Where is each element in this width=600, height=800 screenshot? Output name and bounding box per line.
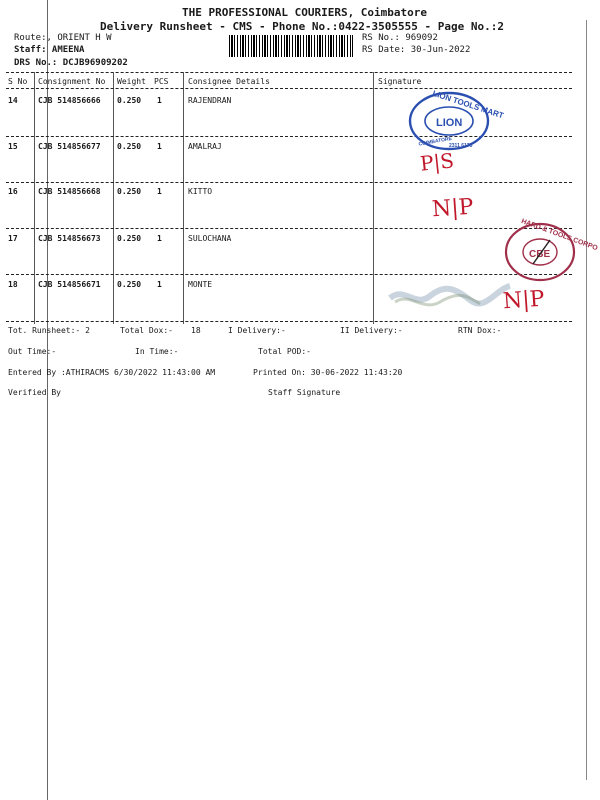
row-sno: 15 bbox=[8, 142, 18, 151]
column-divider bbox=[183, 72, 184, 324]
scan-line bbox=[47, 0, 48, 800]
row-consignment: CJB 514856677 bbox=[38, 142, 101, 151]
row-sno: 14 bbox=[8, 96, 18, 105]
row-weight: 0.250 bbox=[117, 234, 142, 243]
in-time: In Time:- bbox=[135, 347, 179, 356]
total-dox-value: 18 bbox=[191, 326, 201, 335]
rs-date: RS Date: 30-Jun-2022 bbox=[362, 45, 471, 55]
hardware-stamp-inner-text: CBE bbox=[529, 249, 551, 260]
column-divider bbox=[373, 72, 374, 324]
row-sno: 17 bbox=[8, 234, 18, 243]
row-consignee: KITTO bbox=[188, 187, 213, 196]
row-sno: 18 bbox=[8, 280, 18, 289]
lion-stamp-city: COIMBATORE bbox=[418, 135, 453, 148]
scan-line bbox=[586, 20, 587, 780]
rs-number: RS No.: 969092 bbox=[362, 33, 438, 43]
lion-stamp-phone: 2311 6175 bbox=[449, 143, 473, 149]
hardware-tools-stamp bbox=[500, 217, 599, 282]
row-sno: 16 bbox=[8, 187, 18, 196]
company-title: THE PROFESSIONAL COURIERS, Coimbatore bbox=[182, 6, 428, 19]
column-divider bbox=[34, 72, 35, 324]
row-consignment: CJB 514856668 bbox=[38, 187, 101, 196]
row-consignee: RAJENDRAN bbox=[188, 96, 232, 105]
col-header-signature: Signature bbox=[378, 77, 422, 86]
row-consignee: SULOCHANA bbox=[188, 234, 232, 243]
ii-delivery: II Delivery:- bbox=[340, 326, 403, 335]
verified-by: Verified By bbox=[8, 388, 61, 397]
i-delivery: I Delivery:- bbox=[228, 326, 286, 335]
route-label: Route:, ORIENT H W bbox=[14, 33, 112, 43]
signature-mark: P|S bbox=[418, 148, 456, 176]
barcode bbox=[229, 35, 353, 57]
printed-on: Printed On: 30-06-2022 11:43:20 bbox=[253, 368, 403, 377]
row-pcs: 1 bbox=[157, 187, 162, 196]
row-pcs: 1 bbox=[157, 142, 162, 151]
total-pod: Total POD:- bbox=[258, 347, 311, 356]
rtn-dox: RTN Dox:- bbox=[458, 326, 502, 335]
staff-signature: Staff Signature bbox=[268, 388, 341, 397]
signature-mark: N|P bbox=[431, 194, 475, 223]
hardware-stamp-outer-text: HARD & TOOLS CORPO bbox=[520, 217, 599, 253]
column-divider bbox=[113, 72, 114, 324]
row-divider bbox=[6, 274, 572, 275]
lion-stamp-inner-text: LION bbox=[436, 117, 463, 129]
total-dox: Total Dox:- bbox=[120, 326, 173, 335]
table-bottom-border bbox=[6, 321, 572, 322]
col-header-weight: Weight bbox=[117, 77, 146, 86]
row-divider bbox=[6, 228, 572, 229]
drs-number: DRS No.: DCJB96909202 bbox=[14, 58, 128, 68]
row-consignee: AMALRAJ bbox=[188, 142, 222, 151]
row-pcs: 1 bbox=[157, 280, 162, 289]
lion-tools-stamp bbox=[405, 88, 505, 154]
staff-label: Staff: AMEENA bbox=[14, 45, 85, 55]
row-weight: 0.250 bbox=[117, 96, 142, 105]
row-consignment: CJB 514856673 bbox=[38, 234, 101, 243]
out-time: Out Time:- bbox=[8, 347, 57, 356]
row-consignee: MONTE bbox=[188, 280, 213, 289]
col-header-pcs: PCS bbox=[154, 77, 169, 86]
row-weight: 0.250 bbox=[117, 280, 142, 289]
runsheet-subtitle: Delivery Runsheet - CMS - Phone No.:0422-3505555 - Page No.:2 bbox=[100, 20, 504, 33]
col-header-consignee: Consignee Details bbox=[188, 77, 270, 86]
row-divider bbox=[6, 182, 572, 183]
signature-scribble bbox=[385, 278, 515, 320]
row-pcs: 1 bbox=[157, 234, 162, 243]
row-consignment: CJB 514856671 bbox=[38, 280, 101, 289]
row-pcs: 1 bbox=[157, 96, 162, 105]
tot-runsheet: Tot. Runsheet:- 2 bbox=[8, 326, 90, 335]
row-weight: 0.250 bbox=[117, 187, 142, 196]
row-weight: 0.250 bbox=[117, 142, 142, 151]
signature-mark: N|P bbox=[502, 286, 546, 315]
table-top-border bbox=[6, 72, 572, 73]
row-consignment: CJB 514856666 bbox=[38, 96, 101, 105]
col-header-sno: S No bbox=[8, 77, 28, 86]
col-header-consignment: Consignment No bbox=[38, 77, 106, 86]
lion-stamp-outer-text: LION TOOLS MART bbox=[431, 88, 505, 121]
entered-by: Entered By :ATHIRACMS 6/30/2022 11:43:00 AM bbox=[8, 368, 216, 377]
